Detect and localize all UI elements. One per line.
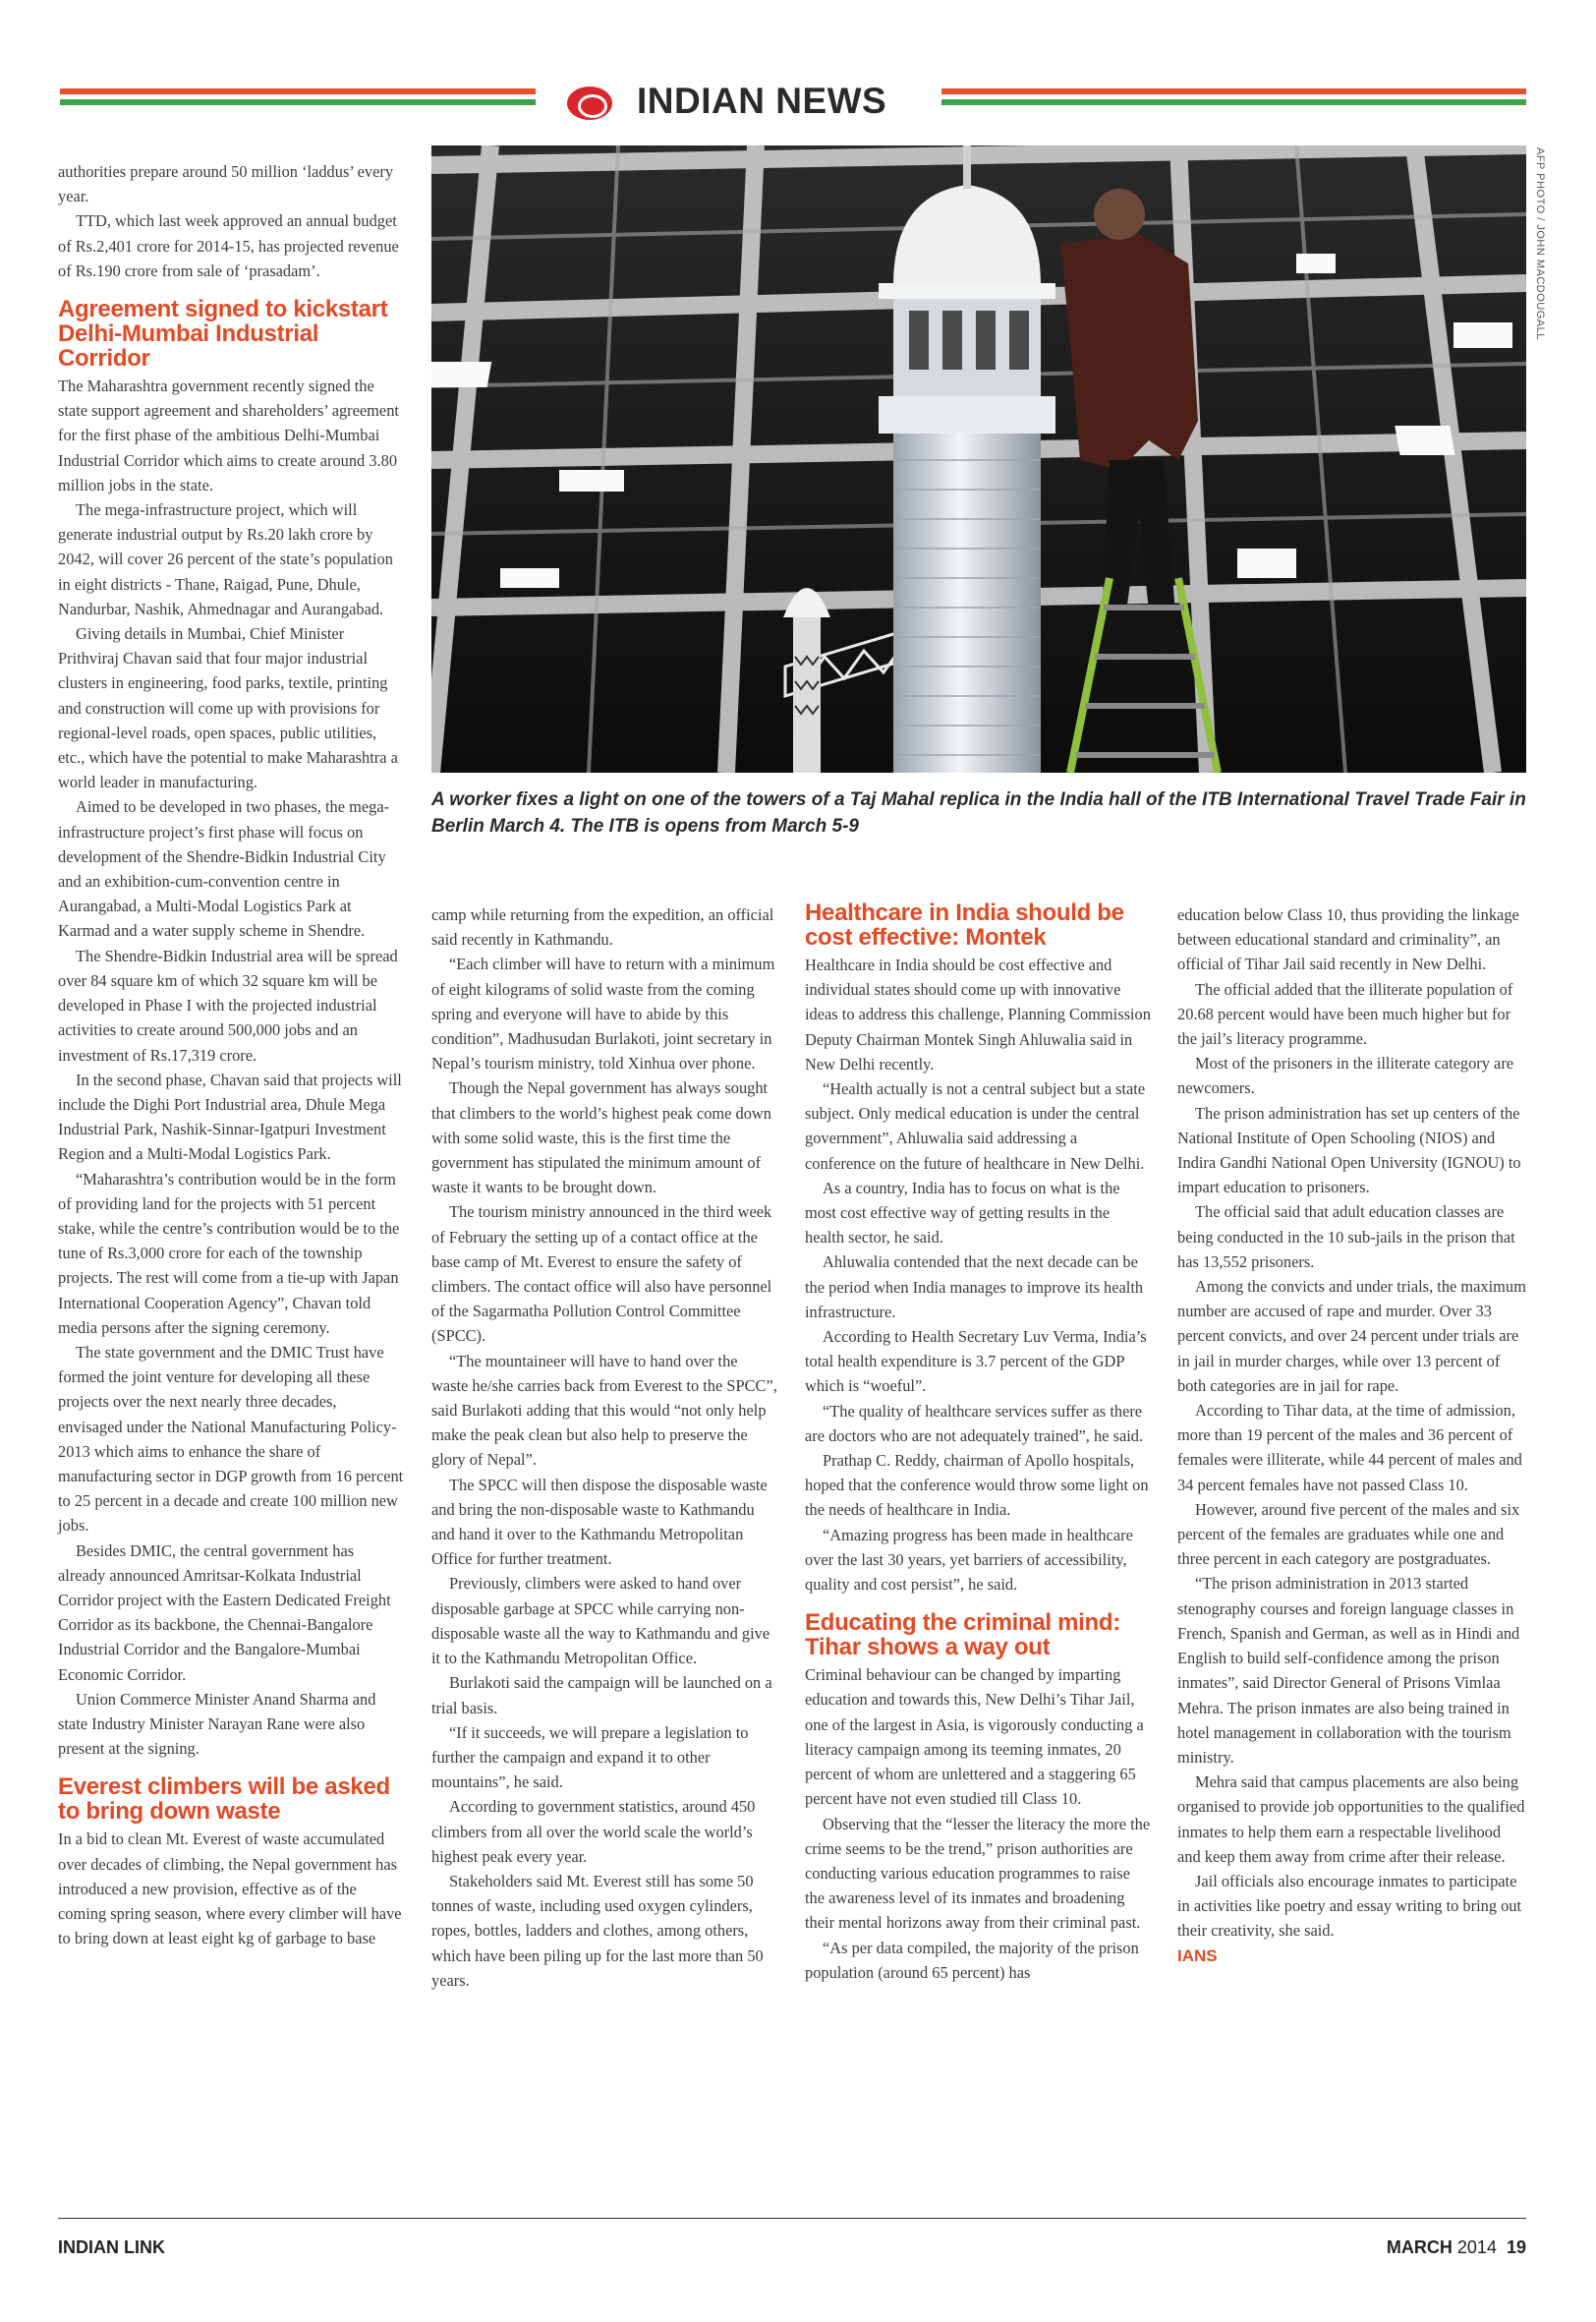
paragraph: education below Class 10, thus providing the linkage between educational standard and criminality”, an official of Tihar Jail said recently in New Delhi. (1177, 905, 1519, 974)
paragraph: The official added that the illiterate population of 20.68 percent would have been much higher but for the jail’s literacy programme. (1177, 979, 1513, 1049)
header-stripe-right (941, 88, 1526, 116)
headline-everest: Everest climbers will be asked to bring down waste (58, 1773, 390, 1826)
column-1 (58, 159, 405, 1950)
paragraph: Giving details in Mumbai, Chief Minister Prithviraj Chavan said that four major industrial clusters in engineering, food parks, textile, printing and construction will come up with provisions for regional-level roads, open spaces, public utilities, etc., which have the potential to make Maharashtra a world leader in manufacturing. (58, 624, 398, 792)
page-number: 19 (1506, 2237, 1526, 2257)
paragraph: Burlakoti said the campaign will be launched on a trial basis. (431, 1673, 772, 1717)
headline-corridor: Agreement signed to kickstart Delhi-Mumbai Industrial Corridor (58, 296, 388, 373)
paragraph: According to Tihar data, at the time of admission, more than 19 percent of the males and 36 percent of females were illiterate, while 44 percent of males and 34 percent females have not passed Class 10. (1177, 1401, 1522, 1494)
photo-caption: A worker fixes a light on one of the towers of a Taj Mahal replica in the India hall of the ITB International Travel Trade Fair in Berlin March 4. The ITB is opens from March 5-9 (431, 789, 1526, 837)
paragraph: According to government statistics, around 450 climbers from all over the world scale the world’s highest peak every year. (431, 1797, 756, 1866)
paragraph: The state government and the DMIC Trust have formed the joint venture for developing all these projects over the next nearly three decades, envisaged under the National Manufacturing Policy-2013 which aims to enhance the share of manufacturing sector in DGP growth from 16 percent to 25 percent in a decade and create 100 million new jobs. (58, 1342, 404, 1536)
paragraph: “Amazing progress has been made in healthcare over the last 30 years, yet barriers of accessibility, quality and cost persist”, he said. (805, 1525, 1133, 1595)
paragraph: “The quality of healthcare services suffer as there are doctors who are not adequately trained”, he said. (805, 1401, 1144, 1445)
footer-issue-info (1387, 2237, 1526, 2258)
paragraph: According to Health Secretary Luv Verma, India’s total health expenditure is 3.7 percent of the GDP which is “woeful”. (805, 1327, 1147, 1396)
section-title: INDIAN NEWS (637, 81, 887, 121)
column-4 (1177, 902, 1526, 1968)
paragraph: The tourism ministry announced in the third week of February the setting up of a contact office at the base camp of Mt. Everest to ensure the safety of climbers. The contact office will also have personnel of the Sagarmatha Pollution Control Committee (SPCC). (431, 1202, 772, 1346)
paragraph: Besides DMIC, the central government has already announced Amritsar-Kolkata Industrial Corridor project with the Eastern Dedicated Freight Corridor as its backbone, the Chennai-Bangalore Industrial Corridor and the Bangalore-Mumbai Economic Corridor. (58, 1540, 391, 1684)
paragraph: Previously, climbers were asked to hand over disposable garbage at SPCC while carrying non-disposable waste all the way to Kathmandu and give it to the Kathmandu Metropolitan Office. (431, 1574, 770, 1668)
paragraph: The mega-infrastructure project, which will generate industrial output by Rs.20 lakh crore by 2042, will cover 26 percent of the state’s population in eight districts - Thane, Raigad, Pune, Dhule, Nandurbar, Nashik, Ahmednagar and Aurangabad. (58, 500, 393, 618)
paragraph: As a country, India has to focus on what is the most cost effective way of getting results in the health sector, he said. (805, 1178, 1120, 1248)
paragraph: Among the convicts and under trials, the maximum number are accused of rape and murder. Over 33 percent convicts, and over 24 percent under trials are in jail in murder charges, while over 13 percent of both categories are in jail for rape. (1177, 1277, 1526, 1395)
paragraph: camp while returning from the expedition, an official said recently in Kathmandu. (431, 905, 774, 950)
headline-healthcare: Healthcare in India should be cost effective: Montek (805, 900, 1124, 951)
issue-month: MARCH (1386, 2237, 1453, 2257)
publication-name: INDIAN LINK (58, 2237, 165, 2257)
paragraph: “As per data compiled, the majority of the prison population (around 65 percent) has (805, 1938, 1139, 1982)
paragraph: The official said that adult education classes are being conducted in the 10 sub-jails in the prison that has 13,552 prisoners. (1177, 1202, 1515, 1271)
paragraph: “The mountaineer will have to hand over the waste he/she carries back from Everest to the SPCC”, said Burlakoti adding that this would “not only help make the peak clean but also help to preserve the glory of Nepal”. (431, 1351, 777, 1470)
paragraph: The prison administration has set up centers of the National Institute of Open Schooling (NIOS) and Indira Gandhi National Open University (IGNOU) to impart education to prisoners. (1177, 1103, 1521, 1197)
paragraph: The Maharashtra government recently signed the state support agreement and shareholders’ agreement for the first phase of the ambitious Delhi-Mumbai Industrial Corridor which aims to create around 3.80 million jobs in the state. (58, 377, 399, 494)
column-3 (805, 900, 1151, 1985)
paragraph: Prathap C. Reddy, chairman of Apollo hospitals, hoped that the conference would throw some light on the needs of healthcare in India. (805, 1451, 1149, 1520)
paragraph: Most of the prisoners in the illiterate category are newcomers. (1177, 1054, 1514, 1098)
photo-credit: AFP PHOTO / JOHN MACDOUGALL (1534, 147, 1546, 340)
header-stripe-left (60, 88, 536, 116)
paragraph: The Shendre-Bidkin Industrial area will be spread over 84 square km of which 32 square km will be developed in Phase I with the projected industrial activities to create around 500,000 jobs and an investment of Rs.17,319 crore. (58, 946, 398, 1065)
paragraph: Aimed to be developed in two phases, the mega-infrastructure project’s first phase will focus on development of the Shendre-Bidkin Industrial City and an exhibition-cum-convention centre in Aurangabad, a Multi-Modal Logistics Park at Karmad and a water supply scheme in Shendre. (58, 797, 390, 941)
source-credit: IANS (1177, 1945, 1218, 1965)
paragraph: authorities prepare around 50 million ‘laddus’ every year. (58, 162, 394, 206)
paragraph: Observing that the “lesser the literacy the more the crime seems to be the trend,” prison authorities are conducting various education programmes to raise the awareness level of its inmates and broadening their mental horizons away from their criminal past. (805, 1814, 1151, 1933)
paragraph: However, around five percent of the males and six percent of the females are graduates while one and three percent in each category are postgraduates. (1177, 1499, 1520, 1569)
paragraph: The SPCC will then dispose the disposable waste and bring the non-disposable waste to Kathmandu and hand it over to the Kathmandu Metropolitan Office for further treatment. (431, 1475, 768, 1569)
taj-mahal-replica-photo (431, 145, 1526, 773)
column-2 (431, 902, 777, 1993)
paragraph: In a bid to clean Mt. Everest of waste accumulated over decades of climbing, the Nepal government has introduced a new provision, effective as of the coming spring season, where every climber will have to bring down at least eight kg of garbage to base (58, 1829, 402, 1948)
paragraph: Mehra said that campus placements are also being organised to provide job opportunities to the qualified inmates to help them earn a respectable livelihood and keep them away from crime after their release. (1177, 1772, 1525, 1866)
paragraph: Criminal behaviour can be changed by imparting education and towards this, New Delhi’s Tihar Jail, one of the largest in Asia, is vigorously conducting a literacy campaign among its teeming inmates, 20 percent of whom are unlettered and a staggering 65 percent have not even studied till Class 10. (805, 1665, 1144, 1809)
paragraph: “Maharashtra’s contribution would be in the form of providing land for the projects with 51 percent stake, while the centre’s contribution would be to the tune of Rs.3,000 crore for each of the township projects. The rest will come from a tie-up with Japan International Cooperation Agency”, Chavan told media persons after the signing ceremony. (58, 1169, 400, 1337)
paragraph: “Each climber will have to return with a minimum of eight kilograms of solid waste from the coming spring and everyone will have to abide by this condition”, Madhusudan Burlakoti, joint secretary in Nepal’s tourism ministry, told Xinhua over phone. (431, 955, 775, 1074)
paragraph: Union Commerce Minister Anand Sharma and state Industry Minister Narayan Rane were also present at the signing. (58, 1689, 376, 1759)
photo-illustration (431, 145, 1526, 773)
paragraph: Though the Nepal government has always sought that climbers to the world’s highest peak come down with some solid waste, this is the first time the government has stipulated the minimum amount of waste it wants to be brought down. (431, 1078, 771, 1197)
paragraph: Jail officials also encourage inmates to participate in activities like poetry and essay writing to bring out their creativity, she said. (1177, 1871, 1522, 1941)
paragraph: “If it succeeds, we will prepare a legislation to further the campaign and expand it to other mountains”, he said. (431, 1722, 749, 1792)
issue-year: 2014 (1456, 2237, 1497, 2257)
paragraph: “The prison administration in 2013 started stenography courses and foreign language classes in French, Spanish and German, as well as in Hindi and English to build self-confidence among the prison inmates”, said Director General of Prisons Vimlaa Mehra. The prison inmates are also being trained in hotel management in collaboration with the tourism ministry. (1177, 1574, 1520, 1767)
paragraph: “Health actually is not a central subject but a state subject. Only medical education is under the central government”, Ahluwalia said addressing a conference on the future of healthcare in New Delhi. (805, 1079, 1146, 1173)
paragraph: Ahluwalia contended that the next decade can be the period when India manages to improve its health infrastructure. (805, 1252, 1144, 1321)
indian-link-logo-icon (567, 87, 612, 120)
paragraph: TTD, which last week approved an annual budget of Rs.2,401 crore for 2014-15, has projected revenue of Rs.190 crore from sale of ‘prasadam’. (58, 211, 399, 280)
paragraph: Healthcare in India should be cost effective and individual states should come up with innovative ideas to address this challenge, Planning Commission Deputy Chairman Montek Singh Ahluwalia said in New Delhi recently. (805, 956, 1151, 1074)
paragraph: Stakeholders said Mt. Everest still has some 50 tonnes of waste, including used oxygen cylinders, ropes, bottles, ladders and clothes, among others, which have been piling up for the last more than 50 years. (431, 1871, 764, 1990)
headline-tihar: Educating the criminal mind: Tihar shows a way out (805, 1609, 1120, 1661)
paragraph: In the second phase, Chavan said that projects will include the Dighi Port Industrial area, Dhule Mega Industrial Park, Nashik-Sinnar-Igatpuri Investment Region and a Multi-Modal Logistics Park. (58, 1070, 402, 1164)
footer-divider (58, 2218, 1526, 2219)
